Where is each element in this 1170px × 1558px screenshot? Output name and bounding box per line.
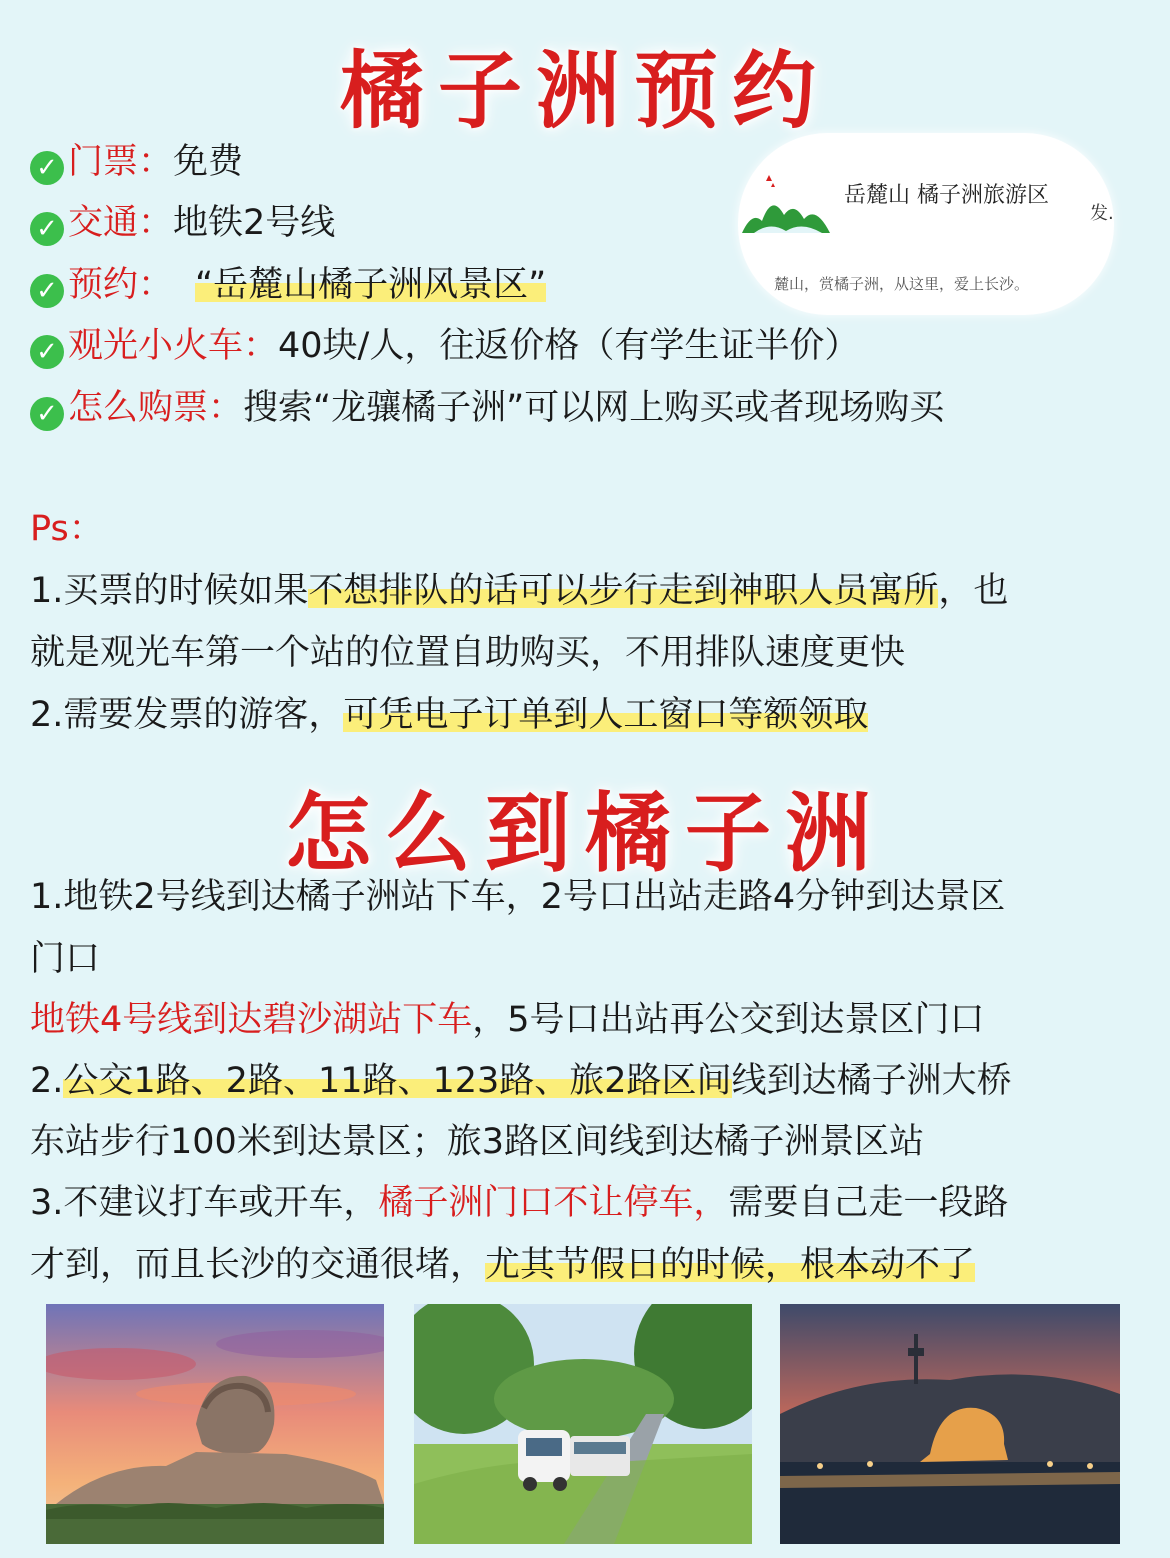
highlight-text: 尤其节假日的时候，根本动不了 (485, 1245, 976, 1285)
check-icon: ✓ (30, 212, 64, 246)
info-label: 门票： (68, 142, 174, 182)
red-text: 地铁4号线到达碧沙湖站下车 (30, 1000, 473, 1040)
check-icon: ✓ (30, 335, 64, 369)
scenic-account-card[interactable] (738, 133, 1114, 315)
red-text: 橘子洲门口不让停车， (378, 1183, 729, 1223)
highlight-text: 公交1路、2路、11路、123路、旅2路区间 (63, 1061, 732, 1101)
info-ticket (30, 142, 243, 185)
text-segment: 线到达橘子洲大桥 (731, 1061, 1012, 1101)
mountain-logo-icon (738, 171, 838, 251)
text-segment: 3.不建议打车或开车， (30, 1183, 379, 1223)
ps-line (30, 684, 868, 746)
text-segment: ，5号口出站再公交到达景区门口 (472, 1000, 985, 1040)
info-value: 免费 (173, 142, 244, 182)
info-value: 搜索“龙骧橘子洲”可以网上购买或者现场购买 (243, 388, 945, 428)
route-line: 门口 (30, 939, 101, 979)
info-value: 地铁2号线 (173, 203, 336, 243)
text-segment: 1.买票的时候如果 (30, 571, 309, 611)
account-name: 岳麓山 橘子洲旅游区 (844, 183, 1049, 208)
info-label: 交通： (68, 203, 174, 243)
check-icon: ✓ (30, 151, 64, 185)
info-label: 预约： (68, 265, 174, 305)
text-segment: 2.需要发票的游客， (30, 695, 344, 735)
account-description: 麓山，赏橘子洲，从这里，爱上长沙。 (774, 275, 1030, 293)
text-segment: ，也 (938, 571, 1009, 611)
info-train (30, 326, 859, 369)
info-transport (30, 203, 335, 246)
section-title: 怎么到橘子洲 (285, 783, 885, 884)
check-icon: ✓ (30, 274, 64, 308)
route-line (30, 1234, 975, 1296)
route-line (30, 1050, 1012, 1112)
route-line: 东站步行100米到达景区；旅3路区间线到达橘子洲景区站 (30, 1122, 925, 1162)
highlight-text: 不想排队的话可以步行走到神职人员寓所 (308, 571, 939, 611)
route-line: 1.地铁2号线到达橘子洲站下车，2号口出站走路4分钟到达景区 (30, 877, 1006, 917)
page-title: 橘子洲预约 (339, 41, 830, 140)
info-label: 怎么购票： (68, 388, 244, 428)
info-purchase (30, 388, 944, 431)
ps-line: 就是观光车第一个站的位置自助购买，不用排队速度更快 (30, 633, 906, 673)
route-line (30, 1172, 1008, 1234)
photo-statue-sunset (46, 1304, 384, 1544)
info-label: 观光小火车： (68, 326, 279, 366)
info-value: “岳麓山橘子洲风景区” (195, 265, 547, 305)
card-action-button[interactable]: 发. (1090, 203, 1114, 224)
info-reservation (30, 265, 546, 308)
ps-label: Ps： (30, 509, 104, 549)
route-line (30, 989, 985, 1051)
text-segment: 2. (30, 1061, 64, 1101)
ps-line (30, 560, 1008, 622)
photo-night-statue (780, 1304, 1120, 1544)
highlight-text: 可凭电子订单到人工窗口等额领取 (343, 695, 869, 735)
text-segment: 需要自己走一段路 (728, 1183, 1009, 1223)
text-segment: 才到，而且长沙的交通很堵， (30, 1245, 486, 1285)
info-value: 40块/人，往返价格（有学生证半价） (278, 326, 860, 366)
photo-sightseeing-train (414, 1304, 752, 1544)
check-icon: ✓ (30, 397, 64, 431)
